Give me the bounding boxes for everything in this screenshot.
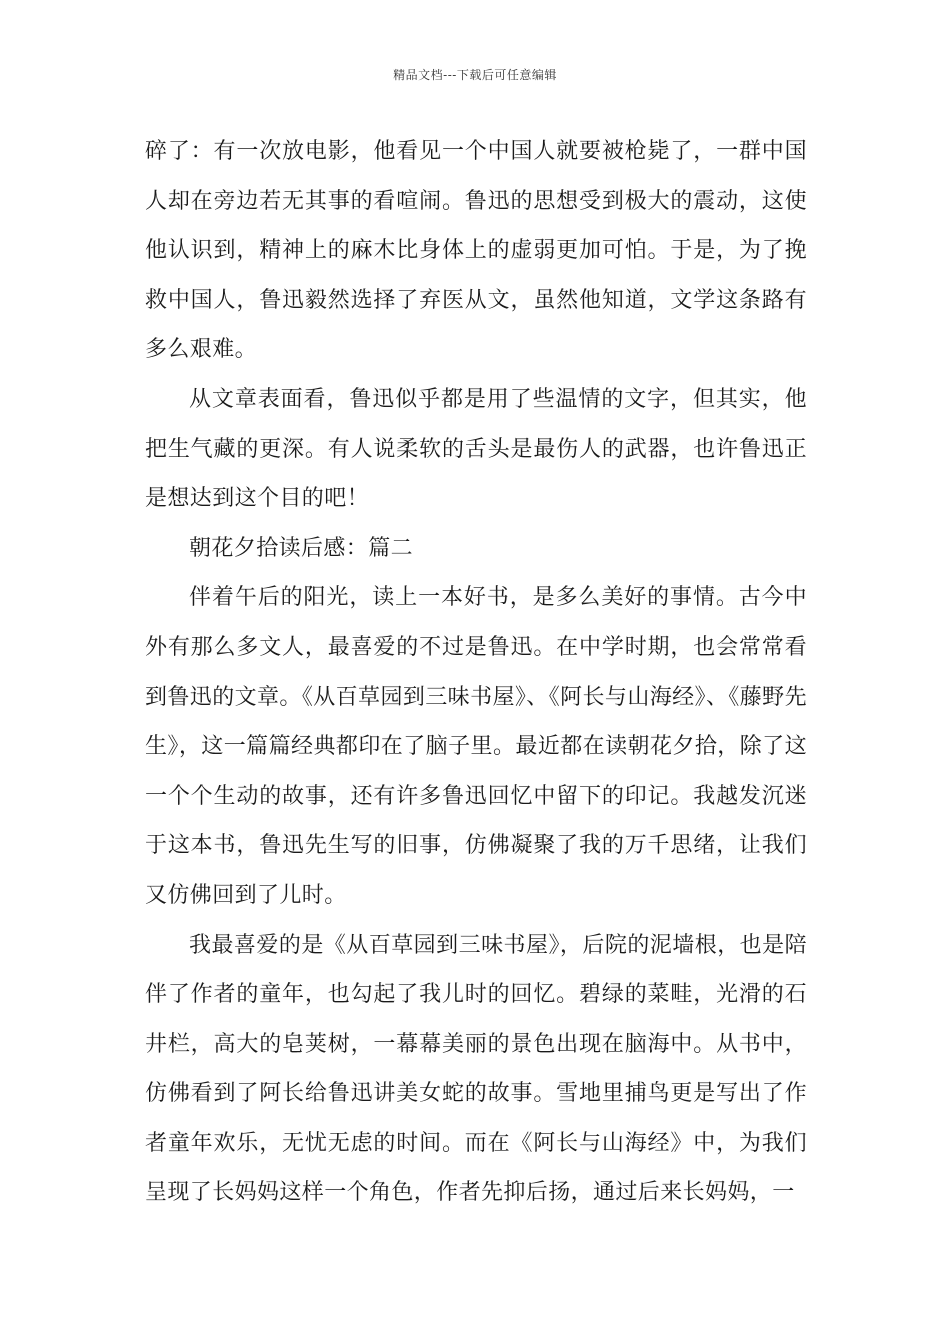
paragraph-favorite-story: 我最喜爱的是《从百草园到三味书屋》，后院的泥墙根，也是陪伴了作者的童年，也勾起了我儿时的回忆。碧绿的菜畦，光滑的石井栏，高大的皂荚树，一幕幕美丽的景色出现在脑海中。从书中，仿佛看到了阿长给鲁迅讲美女蛇的故事。雪地里捕鸟更是写出了作者童年欢乐，无忧无虑的时间。而在《阿长与山海经》中，为我们呈现了长妈妈这样一个角色，作者先抑后扬，通过后来长妈妈，一: [145, 932, 807, 1206]
document-body: [145, 127, 807, 1218]
page-header: 精品文档---下载后可任意编辑: [393, 68, 557, 82]
paragraph-continuation: 碎了：有一次放电影，他看见一个中国人就要被枪毙了，一群中国人却在旁边若无其事的看喧闹。鲁迅的思想受到极大的震动，这使他认识到，精神上的麻木比身体上的虚弱更加可怕。于是，为了挽救中国人，鲁迅毅然选择了弃医从文，虽然他知道，文学这条路有多么艰难。: [145, 139, 807, 363]
section-heading: 朝花夕拾读后感：篇二: [189, 535, 414, 561]
paragraph-surface-view: 从文章表面看，鲁迅似乎都是用了些温情的文字，但其实，他把生气藏的更深。有人说柔软的舌头是最伤人的武器，也许鲁迅正是想达到这个目的吧！: [145, 386, 807, 512]
paragraph-afternoon-reading: 伴着午后的阳光，读上一本好书，是多么美好的事情。古今中外有那么多文人，最喜爱的不过是鲁迅。在中学时期，也会常常看到鲁迅的文章。《从百草园到三味书屋》、《阿长与山海经》、《藤野先生》，这一篇篇经典都印在了脑子里。最近都在读朝花夕拾，除了这一个个生动的故事，还有许多鲁迅回忆中留下的印记。我越发沉迷于这本书，鲁迅先生写的旧事，仿佛凝聚了我的万千思绪，让我们又仿佛回到了儿时。: [145, 585, 807, 908]
